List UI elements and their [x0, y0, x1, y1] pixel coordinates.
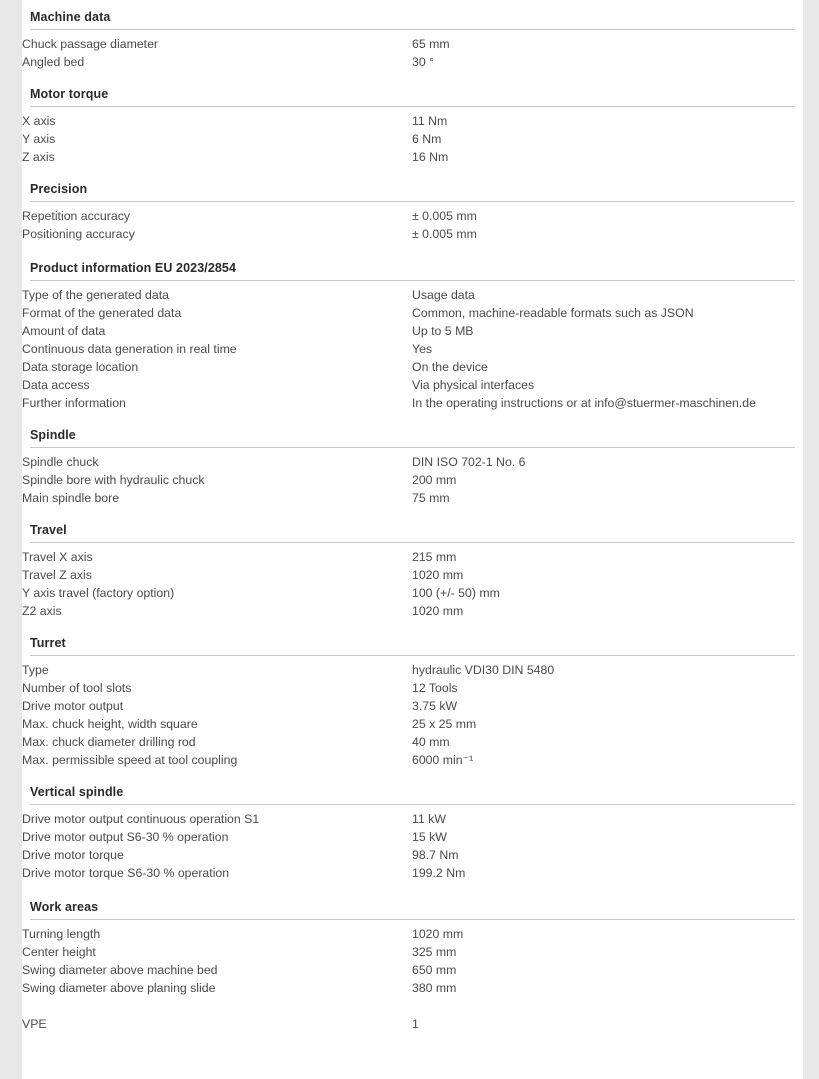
table-row	[22, 751, 803, 769]
spec-label: Turning length	[22, 927, 101, 941]
section-title: Motor torque	[30, 87, 109, 101]
spec-label: Data storage location	[22, 360, 139, 374]
spec-value: 30 °	[412, 55, 435, 69]
spec-label: Type	[22, 663, 49, 677]
spec-label: Max. chuck diameter drilling rod	[22, 735, 196, 749]
spec-value: 1020 mm	[412, 927, 464, 941]
table-row	[22, 304, 803, 322]
section-title: Travel	[30, 523, 67, 537]
spec-value: 6000 min⁻¹	[412, 753, 474, 767]
table-row	[22, 810, 803, 828]
table-row	[22, 846, 803, 864]
spec-label: Format of the generated data	[22, 306, 182, 320]
spec-label: Max. permissible speed at tool coupling	[22, 753, 238, 767]
spec-label: Drive motor output S6-30 % operation	[22, 830, 229, 844]
section-vpe	[22, 1015, 803, 1033]
spec-label: Amount of data	[22, 324, 106, 338]
section-title: Turret	[30, 636, 66, 650]
spec-label: Positioning accuracy	[22, 227, 135, 241]
spec-label: Type of the generated data	[22, 288, 169, 302]
spec-value: ± 0.005 mm	[412, 227, 477, 241]
section-title: Precision	[30, 182, 88, 196]
table-row	[22, 376, 803, 394]
spec-value: ± 0.005 mm	[412, 209, 477, 223]
table-row	[22, 961, 803, 979]
spec-label: Chuck passage diameter	[22, 37, 159, 51]
table-row	[22, 679, 803, 697]
section-motor-torque	[22, 87, 803, 166]
spec-label: Z axis	[22, 150, 55, 164]
table-row	[22, 358, 803, 376]
table-row	[22, 548, 803, 566]
spec-value: 199.2 Nm	[412, 866, 466, 880]
section-title: Work areas	[30, 900, 99, 914]
spec-label: X axis	[22, 114, 56, 128]
section-work-areas	[22, 900, 803, 997]
section-title: Vertical spindle	[30, 785, 124, 799]
spec-label: Main spindle bore	[22, 491, 120, 505]
spec-label: Z2 axis	[22, 604, 62, 618]
table-row	[22, 864, 803, 882]
spec-label: Drive motor output	[22, 699, 124, 713]
spec-value: DIN ISO 702-1 No. 6	[412, 455, 526, 469]
spec-label: Further information	[22, 396, 126, 410]
spec-label: VPE	[22, 1017, 47, 1031]
spec-value: 1	[412, 1017, 419, 1031]
table-row	[22, 979, 803, 997]
spec-table	[22, 548, 803, 620]
table-row	[22, 661, 803, 679]
spec-label: Swing diameter above machine bed	[22, 963, 218, 977]
table-row	[22, 453, 803, 471]
spec-value: 15 kW	[412, 830, 447, 844]
table-row	[22, 35, 803, 53]
spec-label: Data access	[22, 378, 90, 392]
spec-label: Y axis travel (factory option)	[22, 586, 175, 600]
spec-value: In the operating instructions or at info@stuermer-maschinen.de	[412, 396, 756, 410]
table-row	[22, 602, 803, 620]
spec-label: Drive motor torque S6-30 % operation	[22, 866, 230, 880]
spec-value: 215 mm	[412, 550, 457, 564]
section-spindle	[22, 428, 803, 507]
spec-label: Max. chuck height, width square	[22, 717, 198, 731]
spec-value: 100 (+/- 50) mm	[412, 586, 500, 600]
table-row	[22, 943, 803, 961]
spec-label: Drive motor output continuous operation S1	[22, 812, 260, 826]
spec-table	[22, 661, 803, 769]
table-row	[22, 733, 803, 751]
table-row	[22, 715, 803, 733]
table-row	[22, 225, 803, 243]
spec-label: Drive motor torque	[22, 848, 124, 862]
spec-label: Continuous data generation in real time	[22, 342, 237, 356]
table-row	[22, 394, 803, 412]
table-row	[22, 489, 803, 507]
right-gutter	[803, 0, 819, 1079]
spec-label: Number of tool slots	[22, 681, 132, 695]
table-row	[22, 1015, 803, 1033]
table-row	[22, 53, 803, 71]
table-row	[22, 925, 803, 943]
spec-value: 11 Nm	[412, 114, 448, 128]
spec-table	[22, 35, 803, 71]
spec-table	[22, 112, 803, 166]
table-row	[22, 148, 803, 166]
spec-value: 75 mm	[412, 491, 450, 505]
section-machine-data	[22, 0, 803, 71]
spec-label: Repetition accuracy	[22, 209, 130, 223]
section-precision	[22, 182, 803, 243]
spec-label: Swing diameter above planing slide	[22, 981, 216, 995]
spec-table	[22, 810, 803, 882]
table-row	[22, 697, 803, 715]
spec-label: Center height	[22, 945, 96, 959]
spec-table	[22, 286, 803, 412]
spec-table	[22, 1015, 803, 1033]
table-row	[22, 566, 803, 584]
section-turret	[22, 636, 803, 769]
spec-label: Angled bed	[22, 55, 85, 69]
spec-value: Yes	[412, 342, 433, 356]
spec-value: 98.7 Nm	[412, 848, 459, 862]
spec-value: 25 x 25 mm	[412, 717, 477, 731]
spec-value: 16 Nm	[412, 150, 449, 164]
left-gutter	[0, 0, 22, 1079]
specs-content	[22, 0, 803, 1079]
spec-value: 1020 mm	[412, 568, 464, 582]
table-row	[22, 322, 803, 340]
section-title: Machine data	[30, 10, 111, 24]
section-title: Spindle	[30, 428, 76, 442]
spec-value: Common, machine-readable formats such as JSON	[412, 306, 694, 320]
table-row	[22, 286, 803, 304]
spec-label: Spindle bore with hydraulic chuck	[22, 473, 205, 487]
table-row	[22, 207, 803, 225]
section-title: Product information EU 2023/2854	[30, 261, 237, 275]
spec-value: 380 mm	[412, 981, 457, 995]
spec-value: 325 mm	[412, 945, 457, 959]
spec-value: 3.75 kW	[412, 699, 458, 713]
spec-label: Y axis	[22, 132, 56, 146]
spec-value: Usage data	[412, 288, 475, 302]
spec-value: 65 mm	[412, 37, 450, 51]
table-row	[22, 471, 803, 489]
spec-value: Via physical interfaces	[412, 378, 535, 392]
section-travel	[22, 523, 803, 620]
table-row	[22, 584, 803, 602]
spec-value: 11 kW	[412, 812, 446, 826]
spec-table	[22, 207, 803, 243]
spec-value: hydraulic VDI30 DIN 5480	[412, 663, 555, 677]
table-row	[22, 130, 803, 148]
spec-label: Travel Z axis	[22, 568, 92, 582]
section-product-information	[22, 261, 803, 412]
spec-label: Travel X axis	[22, 550, 93, 564]
spec-value: 1020 mm	[412, 604, 464, 618]
spec-value: Up to 5 MB	[412, 324, 474, 338]
spec-table	[22, 925, 803, 997]
spec-table	[22, 453, 803, 507]
spec-label: Spindle chuck	[22, 455, 99, 469]
spec-value: On the device	[412, 360, 488, 374]
table-row	[22, 112, 803, 130]
spec-value: 200 mm	[412, 473, 457, 487]
table-row	[22, 340, 803, 358]
spec-value: 40 mm	[412, 735, 450, 749]
spec-value: 12 Tools	[412, 681, 458, 695]
table-row	[22, 828, 803, 846]
spec-value: 6 Nm	[412, 132, 442, 146]
section-vertical-spindle	[22, 785, 803, 882]
spec-value: 650 mm	[412, 963, 457, 977]
